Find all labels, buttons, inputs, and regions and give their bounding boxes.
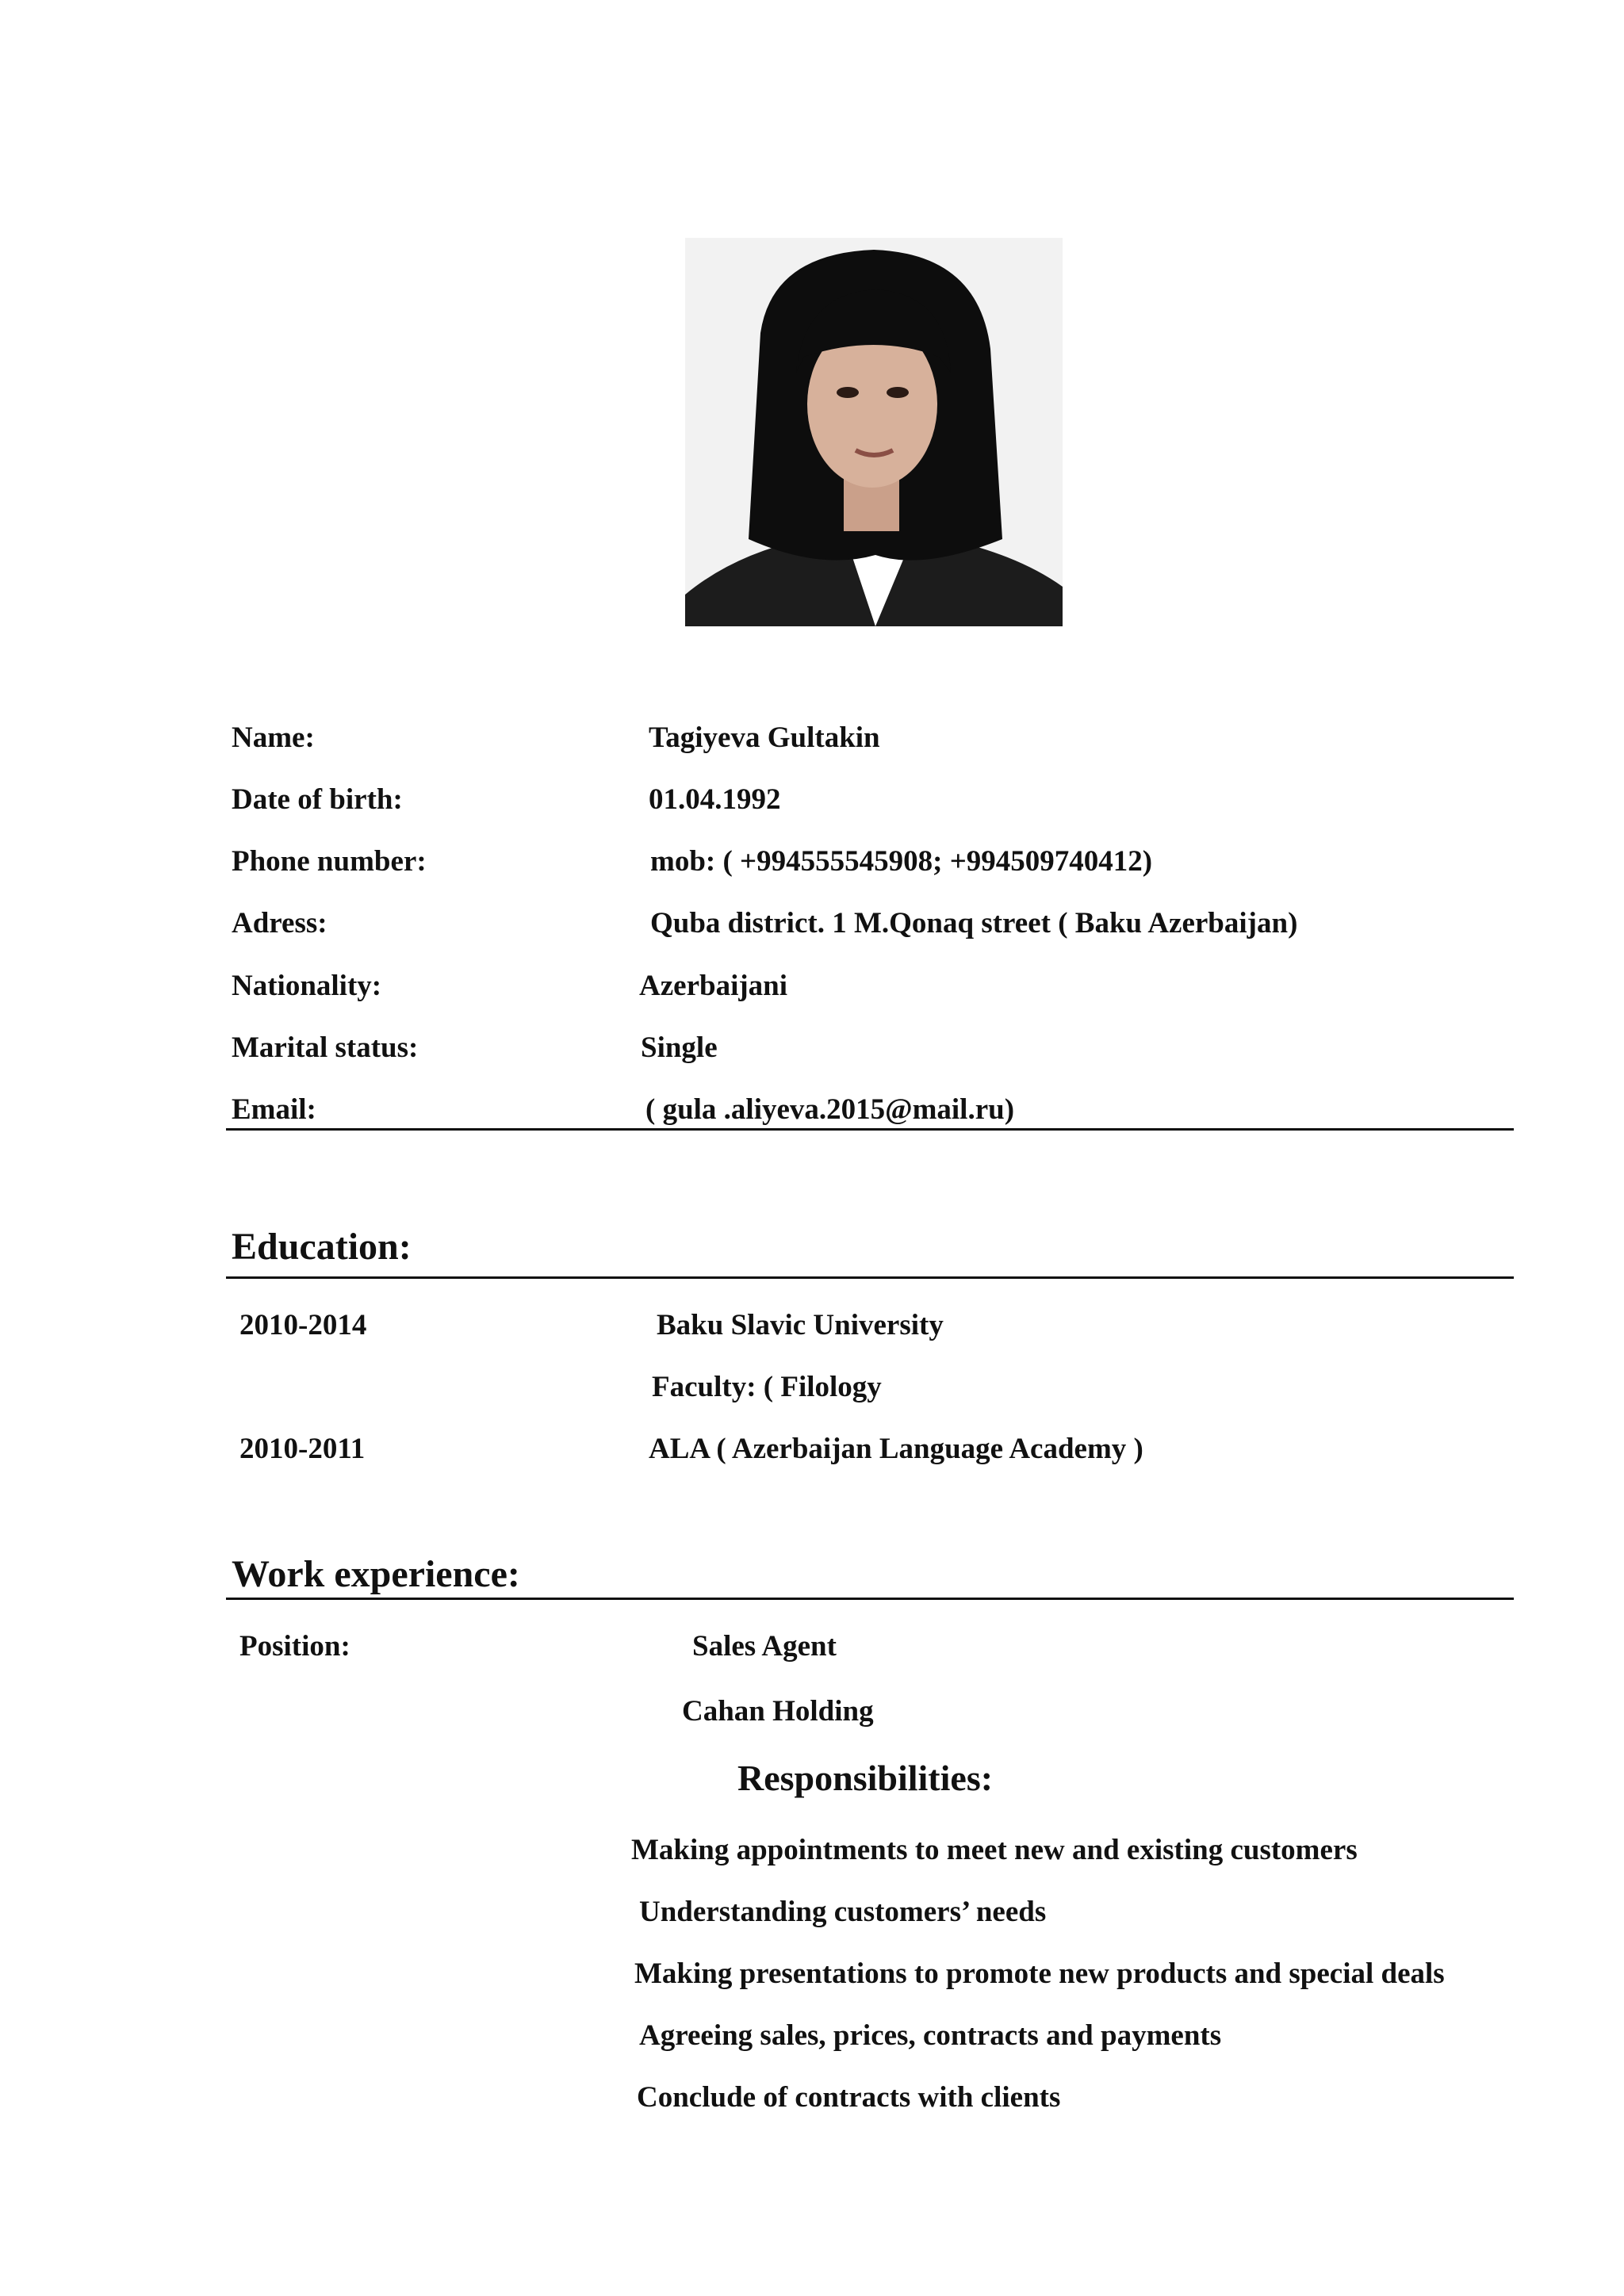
nationality-value: Azerbaijani xyxy=(639,970,788,1002)
profile-photo xyxy=(685,238,1063,626)
list-item: Understanding customers’ needs xyxy=(639,1896,1047,1928)
education-institution: Baku Slavic University xyxy=(657,1309,944,1341)
education-heading: Education: xyxy=(232,1226,412,1268)
email-label: Email: xyxy=(232,1093,316,1126)
list-item: Agreeing sales, prices, contracts and payments xyxy=(639,2019,1222,2052)
list-item: Making appointments to meet new and existing customers xyxy=(631,1834,1358,1866)
address-label: Adress: xyxy=(232,907,327,939)
position-value: Sales Agent xyxy=(692,1630,837,1663)
education-period: 2010-2011 xyxy=(239,1433,366,1465)
nationality-label: Nationality: xyxy=(232,970,382,1002)
email-value: ( gula .aliyeva.2015@mail.ru) xyxy=(645,1093,1015,1126)
education-institution: ALA ( Azerbaijan Language Academy ) xyxy=(649,1433,1143,1465)
education-period: 2010-2014 xyxy=(239,1309,367,1341)
work-experience-heading: Work experience: xyxy=(232,1553,520,1595)
position-label: Position: xyxy=(239,1630,350,1663)
name-value: Tagiyeva Gultakin xyxy=(649,721,880,754)
divider xyxy=(226,1598,1514,1600)
name-label: Name: xyxy=(232,721,315,754)
marital-status-label: Marital status: xyxy=(232,1031,419,1064)
responsibilities-heading: Responsibilities: xyxy=(737,1758,994,1798)
dob-value: 01.04.1992 xyxy=(649,783,781,816)
dob-label: Date of birth: xyxy=(232,783,403,816)
marital-status-value: Single xyxy=(641,1031,718,1064)
company-name: Cahan Holding xyxy=(682,1695,874,1728)
address-value: Quba district. 1 M.Qonaq street ( Baku Azerbaijan) xyxy=(650,907,1298,939)
list-item: Conclude of contracts with clients xyxy=(637,2081,1061,2114)
education-faculty: Faculty: ( Filology xyxy=(652,1371,882,1403)
phone-value: mob: ( +994555545908; +994509740412) xyxy=(650,845,1153,878)
phone-label: Phone number: xyxy=(232,845,427,878)
divider xyxy=(226,1128,1514,1131)
list-item: Making presentations to promote new products and special deals xyxy=(634,1957,1445,1990)
divider xyxy=(226,1276,1514,1279)
portrait-image xyxy=(685,238,1063,626)
